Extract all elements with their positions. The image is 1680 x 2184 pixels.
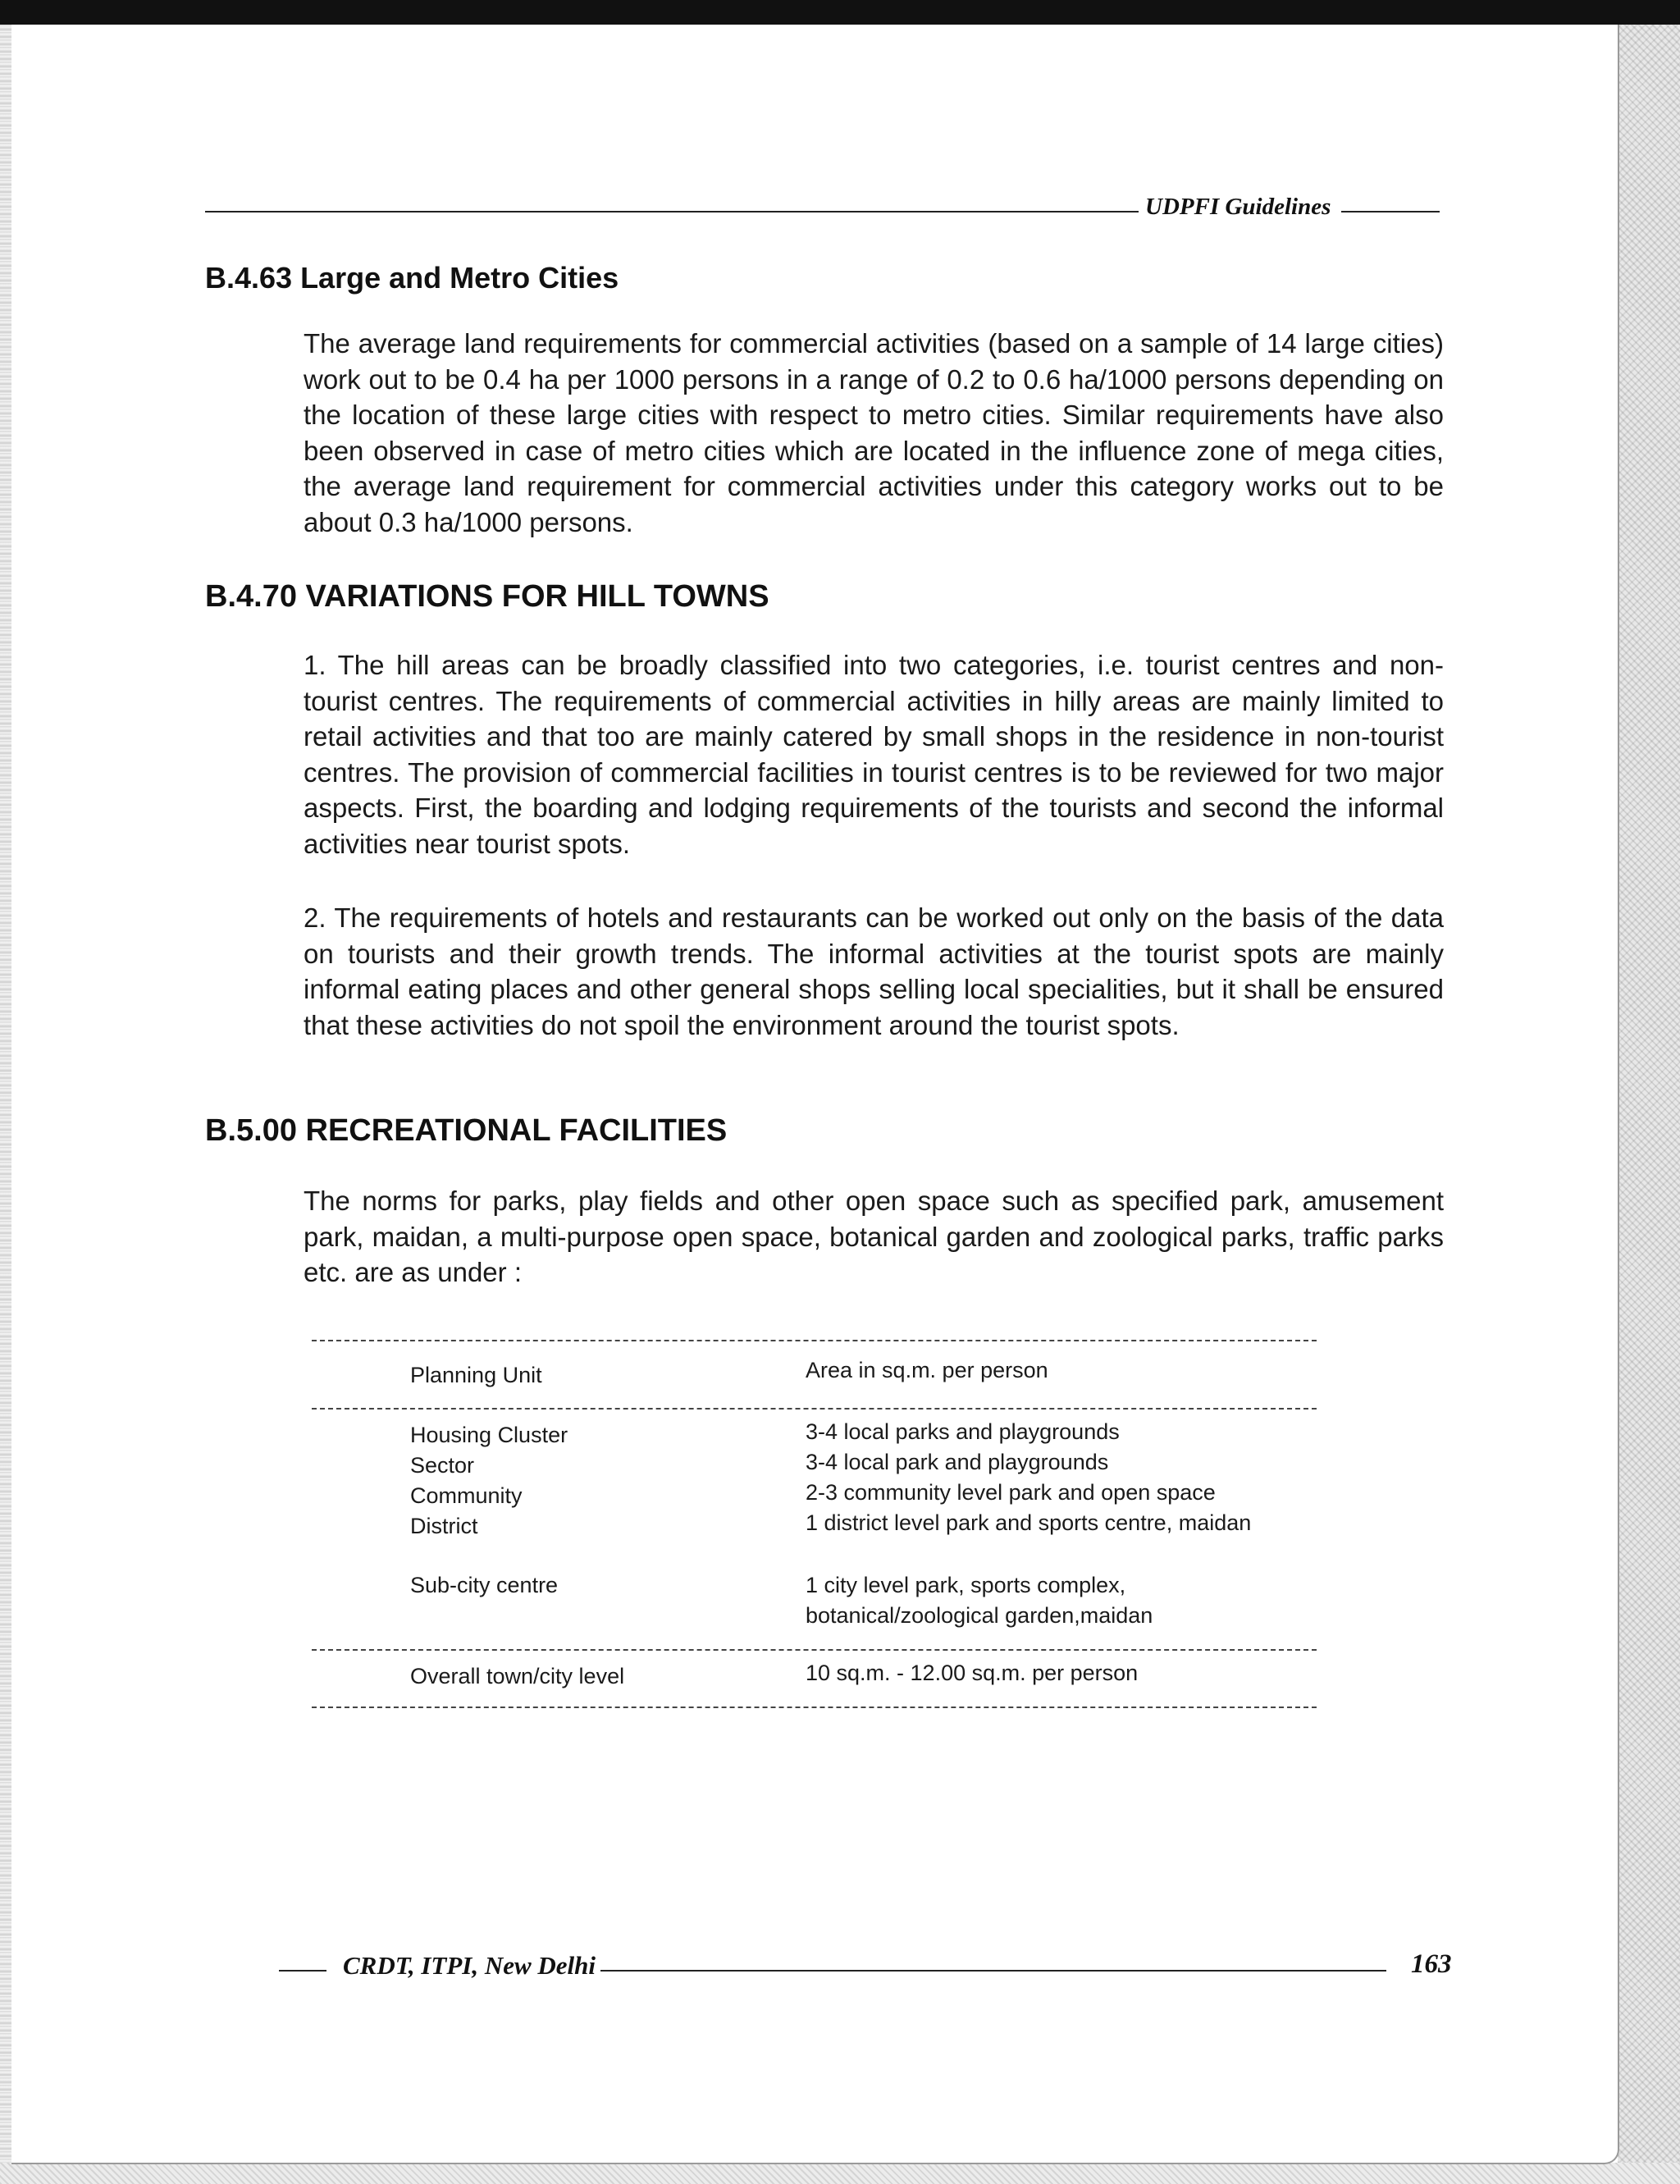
- table-cell-area: 2-3 community level park and open space: [806, 1480, 1216, 1505]
- paragraph-large-metro-cities: The average land requirements for commercial activities (based on a sample of 14 large cities) work out to be 0.4 ha per 1000 persons in a range of 0.2 to 0.6 ha/1000 persons depending on the location of these large cities with respect to metro cities. Similar requirements have also been observed in case of metro cities which are located in the influence zone of mega cities, the average land requirement for commercial activities under this category works out to be about 0.3 ha/1000 persons.: [304, 328, 1444, 537]
- page-number: 163: [1411, 1949, 1452, 1979]
- paragraph-hill-towns-1: 1. The hill areas can be broadly classified into two categories, i.e. tourist centres and non-tourist centres. The requirements of commercial activities in hilly areas are mainly limited to retail activities and that too are mainly catered by small shops in the residence in non-tourist centres. The provision of commercial facilities in tourist centres is to be reviewed for two major aspects. First, the boarding and lodging requirements of the tourists and second the informal activities near tourist spots.: [304, 650, 1444, 859]
- header-rule-right: [1341, 211, 1440, 212]
- scan-left-edge: [0, 25, 11, 2184]
- table-cell-unit: District: [410, 1514, 478, 1538]
- table-cell-unit: Sub-city centre: [410, 1573, 559, 1597]
- paragraph-hill-towns-2: 2. The requirements of hotels and restaurants can be worked out only on the basis of the data on tourists and their growth trends. The informal activities at the tourist spots are mainly informal eating places and other general shops selling local specialities, but it shall be ensured that these activities do not spoil the environment around the tourist spots.: [304, 902, 1444, 1040]
- section-heading-hill-towns: B.4.70 VARIATIONS FOR HILL TOWNS: [205, 579, 769, 614]
- running-header: [205, 194, 1440, 226]
- footer-organization: CRDT, ITPI, New Delhi: [343, 1951, 596, 1980]
- table-cell-unit: Housing Cluster: [410, 1423, 568, 1447]
- table-rule-body: [312, 1649, 1317, 1651]
- table-cell-total-unit: Overall town/city level: [410, 1664, 625, 1688]
- table-cell-area: 1 city level park, sports complex,: [806, 1573, 1126, 1597]
- table-header-area: Area in sq.m. per person: [806, 1358, 1048, 1382]
- section-heading-recreational-facilities: B.5.00 RECREATIONAL FACILITIES: [205, 1113, 728, 1148]
- table-rule-top: [312, 1340, 1317, 1341]
- table-header-planning-unit: Planning Unit: [410, 1363, 542, 1387]
- page-footer: [279, 1951, 1452, 1987]
- table-cell-area: 3-4 local park and playgrounds: [806, 1450, 1109, 1474]
- table-cell-total-area: 10 sq.m. - 12.00 sq.m. per person: [806, 1661, 1139, 1685]
- table-cell-area: botanical/zoological garden,maidan: [806, 1603, 1153, 1628]
- scan-top-band: [0, 0, 1680, 25]
- table-rule-bottom: [312, 1707, 1317, 1708]
- scan-right-edge: [1618, 25, 1680, 2184]
- scan-bottom-edge: [0, 2163, 1680, 2184]
- footer-rule-right: [600, 1970, 1386, 1972]
- section-heading-large-metro-cities: B.4.63 Large and Metro Cities: [205, 261, 619, 295]
- footer-rule-left: [279, 1970, 326, 1972]
- header-rule-left: [205, 211, 1139, 212]
- table-rule-header: [312, 1408, 1317, 1410]
- running-title: UDPFI Guidelines: [1145, 194, 1331, 220]
- table-cell-area: 1 district level park and sports centre, maidan: [806, 1510, 1252, 1535]
- paragraph-recreational-facilities: The norms for parks, play fields and other open space such as specified park, amusement park, maidan, a multi-purpose open space, botanical garden and zoological parks, traffic parks etc. are as under :: [304, 1186, 1444, 1287]
- table-cell-unit: Sector: [410, 1453, 475, 1478]
- table-cell-area: 3-4 local parks and playgrounds: [806, 1419, 1120, 1444]
- table-cell-unit: Community: [410, 1483, 523, 1508]
